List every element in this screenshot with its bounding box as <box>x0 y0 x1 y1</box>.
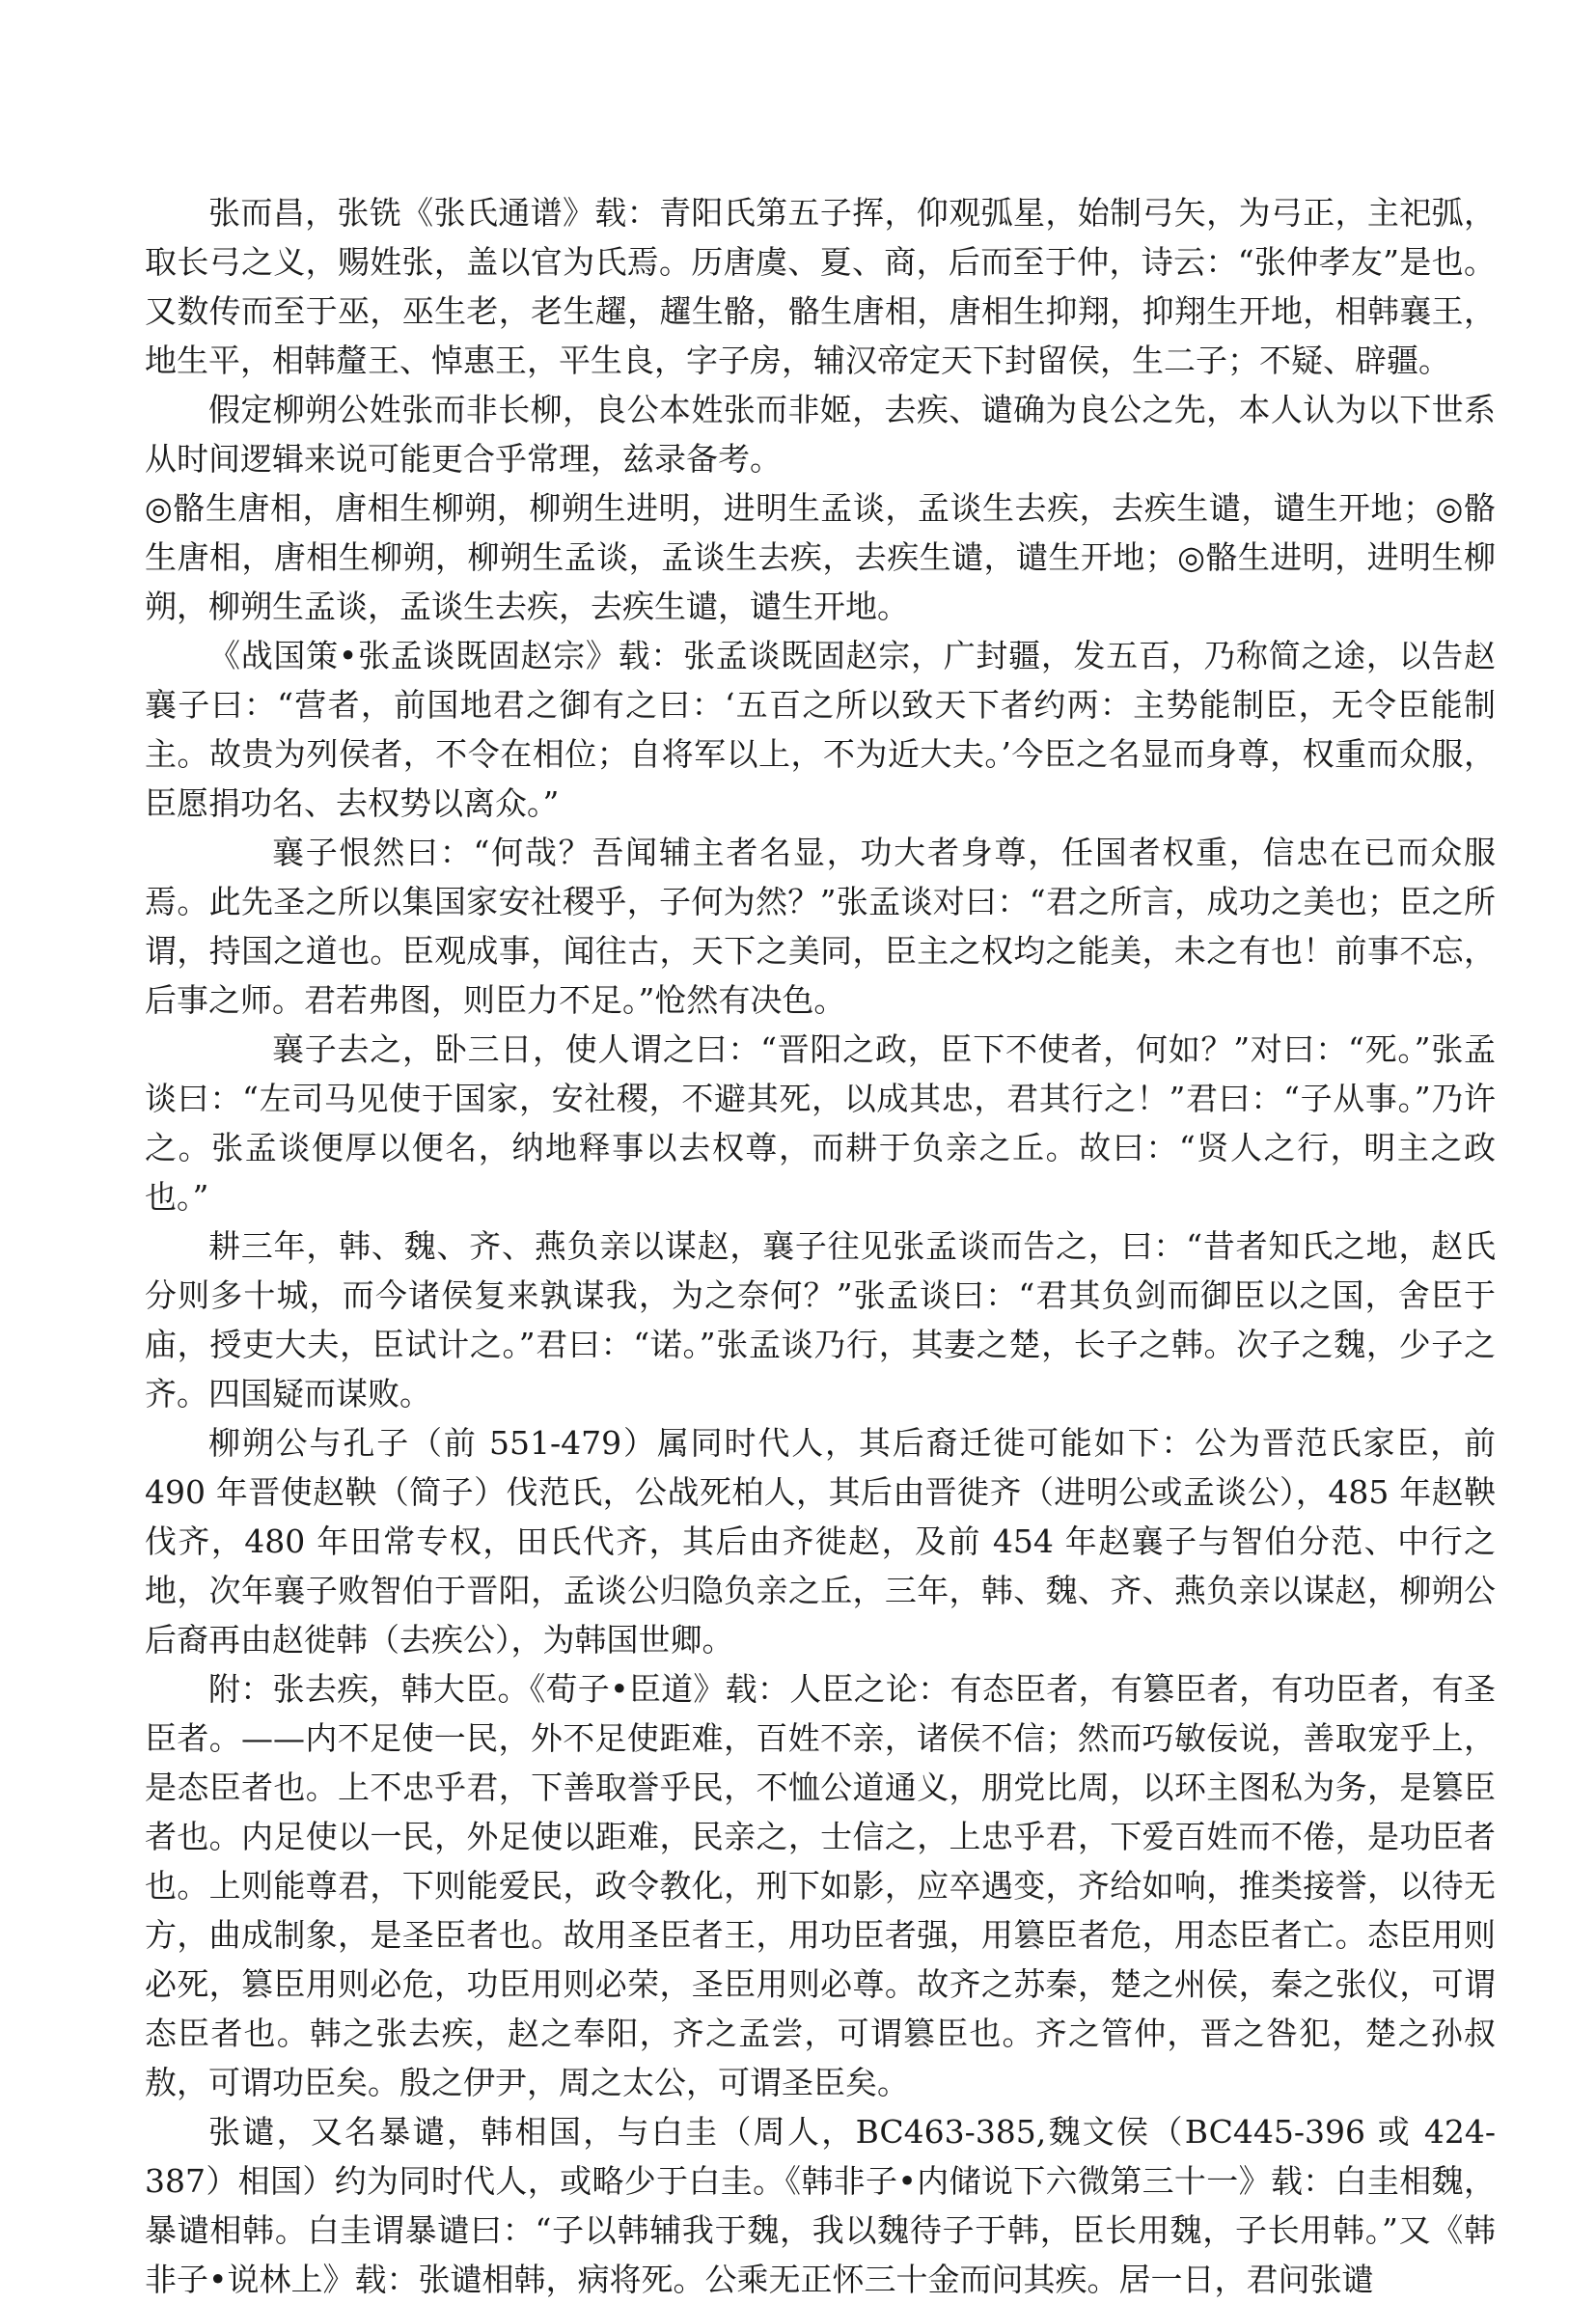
paragraph-8: 柳朔公与孔子（前 551-479）属同时代人，其后裔迁徙可能如下：公为晋范氏家臣，前 490 年晋使赵鞅（简子）伐范氏，公战死柏人，其后由晋徙齐（进明公或孟谈公），485 年赵鞅伐齐，480 年田常专权，田氏代齐，其后由齐徙赵，及前 454 年赵襄子与智伯分范、中行之地，次年襄子败智伯于晋阳，孟谈公归隐负亲之丘，三年，韩、魏、齐、燕负亲以谋赵，柳朔公后裔再由赵徙韩（去疾公），为韩国世卿。 <box>145 1424 1497 1659</box>
document-page <box>145 188 1496 2304</box>
paragraph-7: 耕三年，韩、魏、齐、燕负亲以谋赵，襄子往见张孟谈而告之，曰：“昔者知氏之地，赵氏分则多十城，而今诸侯复来孰谋我，为之奈何？”张孟谈曰：“君其负剑而御臣以之国，舍臣于庙，授吏大夫，臣试计之。”君曰：“诺。”张孟谈乃行，其妻之楚，长子之韩。次子之魏，少子之齐。四国疑而谋败。 <box>145 1227 1496 1413</box>
paragraph-9: 附：张去疾，韩大臣。《荀子•臣道》载：人臣之论：有态臣者，有篡臣者，有功臣者，有圣臣者。——内不足使一民，外不足使距难，百姓不亲，诸侯不信；然而巧敏佞说，善取宠乎上，是态臣者也。上不忠乎君，下善取誉乎民，不恤公道通义，朋党比周，以环主图私为务，是篡臣者也。内足使以一民，外足使以距难，民亲之，士信之，上忠乎君，下爱百姓而不倦，是功臣者也。上则能尊君，下则能爱民，政令教化，刑下如影，应卒遇变，齐给如响，推类接誉，以待无方，曲成制象，是圣臣者也。故用圣臣者王，用功臣者强，用篡臣者危，用态臣者亡。态臣用则必死，篡臣用则必危，功臣用则必荣，圣臣用则必尊。故齐之苏秦，楚之州侯，秦之张仪，可谓态臣者也。韩之张去疾，赵之奉阳，齐之孟尝，可谓篡臣也。齐之管仲，晋之咎犯，楚之孙叔敖，可谓功臣矣。殷之伊尹，周之太公，可谓圣臣矣。 <box>145 1670 1496 2101</box>
paragraph-2: 假定柳朔公姓张而非长柳，良公本姓张而非姬，去疾、谴确为良公之先，本人认为以下世系从时间逻辑来说可能更合乎常理，兹录备考。 <box>145 391 1496 478</box>
paragraph-5: 襄子恨然曰：“何哉？吾闻辅主者名显，功大者身尊，任国者权重，信忠在已而众服焉。此先圣之所以集国家安社稷乎，子何为然？”张孟谈对曰：“君之所言，成功之美也；臣之所谓，持国之道也。臣观成事，闻往古，天下之美同，臣主之权均之能美，未之有也！前事不忘，后事之师。君若弗图，则臣力不足。”怆然有决色。 <box>145 834 1496 1019</box>
paragraph-4: 《战国策•张孟谈既固赵宗》载：张孟谈既固赵宗，广封疆，发五百，乃称简之途，以告赵襄子曰：“营者，前国地君之御有之曰：‘五百之所以致天下者约两：主势能制臣，无令臣能制主。故贵为列侯者，不令在相位；自将军以上，不为近大夫。’今臣之名显而身尊，权重而众服，臣愿捐功名、去权势以离众。” <box>145 637 1496 822</box>
paragraph-6: 襄子去之，卧三日，使人谓之曰：“晋阳之政，臣下不使者，何如？”对曰：“死。”张孟谈曰：“左司马见使于国家，安社稷，不避其死，以成其忠，君其行之！”君曰：“子从事。”乃许之。张孟谈便厚以便名，纳地释事以去权尊，而耕于负亲之丘。故曰：“贤人之行，明主之政也。” <box>145 1030 1496 1216</box>
paragraph-1: 张而昌，张铣《张氏通谱》载：青阳氏第五子挥，仰观弧星，始制弓矢，为弓正，主祀弧，取长弓之义，赐姓张，盖以官为氏焉。历唐虞、夏、商，后而至于仲，诗云：“张仲孝友”是也。又数传而至于巫，巫生老，老生趯，趯生骼，骼生唐相，唐相生抑翔，抑翔生开地，相韩襄王，地生平，相韩釐王、悼惠王，平生良，字子房，辅汉帝定天下封留侯，生二子；不疑、辟疆。 <box>145 194 1496 379</box>
paragraph-10: 张谴，又名暴谴，韩相国，与白圭（周人，BC463-385,魏文侯（BC445-396 或 424-387）相国）约为同时代人，或略少于白圭。《韩非子•内储说下六微第三十一》载：白圭相魏，暴谴相韩。白圭谓暴谴曰：“子以韩辅我于魏，我以魏待子于韩，臣长用魏，子长用韩。”又《韩非子•说林上》载：张谴相韩，病将死。公乘无正怀三十金而问其疾。居一日，君问张谴 <box>145 2113 1496 2298</box>
paragraph-3: ◎骼生唐相，唐相生柳朔，柳朔生进明，进明生孟谈，孟谈生去疾，去疾生谴，谴生开地；◎骼生唐相，唐相生柳朔，柳朔生孟谈，孟谈生去疾，去疾生谴，谴生开地；◎骼生进明，进明生柳朔，柳朔生孟谈，孟谈生去疾，去疾生谴，谴生开地。 <box>145 489 1496 625</box>
